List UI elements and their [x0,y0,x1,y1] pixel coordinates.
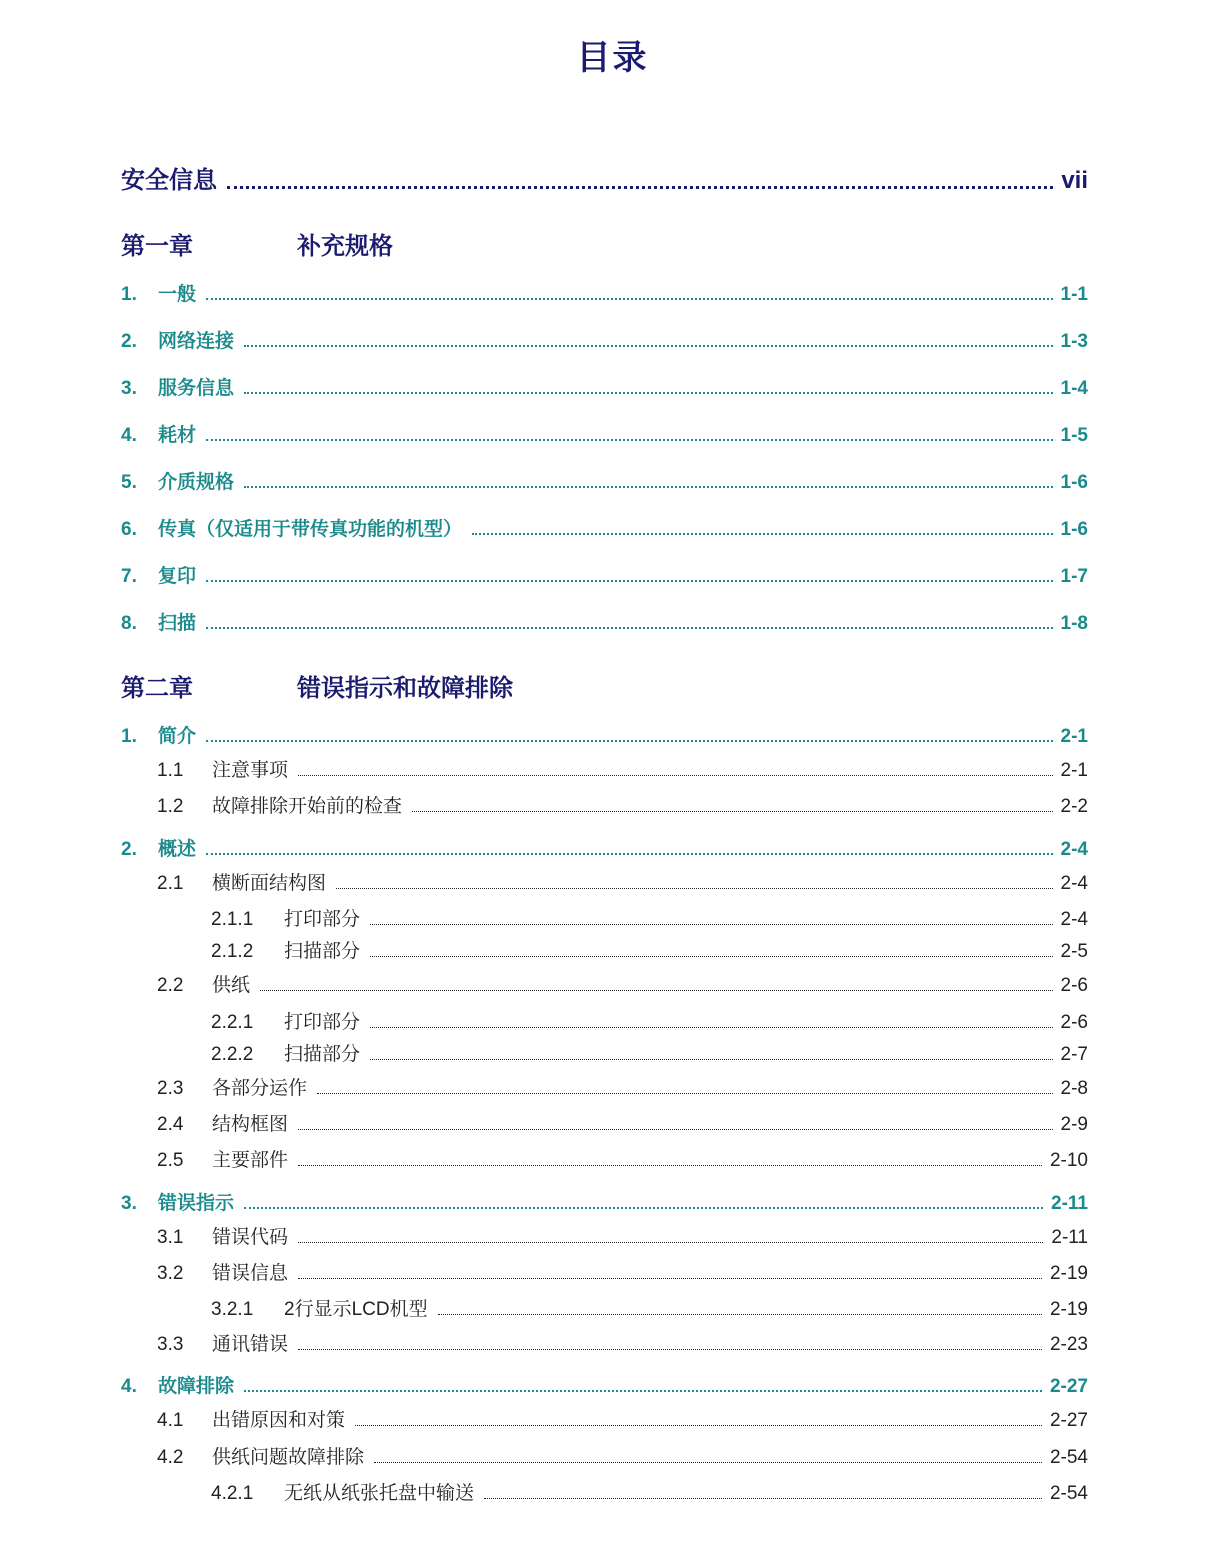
toc-number: 2.2.1 [211,1012,254,1033]
toc-entry[interactable] [121,834,1088,861]
toc-entry[interactable] [121,326,1088,353]
toc-leader [438,1314,1042,1315]
toc-entry-safety[interactable] [121,160,1088,195]
toc-page: 2-4 [1060,839,1088,860]
toc-entry[interactable] [121,514,1088,541]
toc-entry[interactable] [211,936,1088,963]
toc-number: 8. [121,613,137,634]
toc-label: 扫描部分 [284,941,361,962]
toc-page: 2-54 [1049,1447,1088,1468]
toc-entry[interactable] [157,791,1088,818]
toc-leader [298,1129,1053,1130]
toc-page: 2-19 [1049,1299,1088,1320]
toc-number: 3.1 [157,1227,184,1248]
toc-page: 2-27 [1049,1376,1088,1397]
toc-entry[interactable] [121,561,1088,588]
toc-entry[interactable] [157,1442,1088,1469]
toc-page: 1-5 [1060,425,1088,446]
toc-number: 1.1 [157,760,184,781]
toc-number: 2.3 [157,1078,184,1099]
toc-number: 4.2.1 [211,1483,254,1504]
toc-entry[interactable] [211,1478,1088,1505]
toc-leader [206,580,1053,582]
toc-label: 故障排除开始前的检查 [212,796,403,817]
toc-entry[interactable] [121,1371,1088,1398]
toc-label: 2行显示LCD机型 [284,1299,428,1320]
toc-page: 1-1 [1060,284,1088,305]
toc-label: 横断面结构图 [212,873,327,894]
toc-page: 2-9 [1060,1114,1088,1135]
toc-entry[interactable] [121,420,1088,447]
toc-entry[interactable] [157,1222,1088,1249]
toc-page: vii [1061,167,1088,194]
toc-entry[interactable] [157,1109,1088,1136]
toc-number: 2.1 [157,873,184,894]
toc-entry[interactable] [157,755,1088,782]
toc-leader [244,345,1053,347]
toc-page: 2-4 [1060,873,1088,894]
toc-entry[interactable] [121,279,1088,306]
toc-label: 扫描部分 [284,1044,361,1065]
toc-page: 2-5 [1060,941,1088,962]
toc-page: 2-1 [1060,726,1088,747]
toc-number: 1.2 [157,796,184,817]
toc-label: 注意事项 [212,760,289,781]
toc-entry[interactable] [121,467,1088,494]
toc-entry[interactable] [157,1145,1088,1172]
toc-page: 2-6 [1060,975,1088,996]
toc-leader [472,533,1053,535]
toc-leader [374,1462,1042,1463]
toc-leader [355,1425,1042,1426]
toc-leader [298,1349,1042,1350]
toc-number: 2. [121,839,137,860]
toc-entry[interactable] [157,1405,1088,1432]
toc-leader [260,990,1053,991]
toc-leader [412,811,1053,812]
toc-entry[interactable] [121,373,1088,400]
toc-leader [336,888,1053,889]
toc-page: 1-6 [1060,519,1088,540]
toc-label: 错误代码 [212,1227,289,1248]
toc-leader [244,1390,1042,1392]
toc-leader [298,775,1053,776]
toc-label: 一般 [158,284,197,305]
toc-page: 1-4 [1060,378,1088,399]
toc-entry[interactable] [157,1073,1088,1100]
toc-leader [244,1207,1043,1209]
toc-number: 2.4 [157,1114,184,1135]
toc-number: 3. [121,378,137,399]
toc-number: 7. [121,566,137,587]
chapter-name: 补充规格 [297,233,393,260]
chapter-name: 错误指示和故障排除 [297,675,513,702]
toc-label: 出错原因和对策 [212,1410,346,1431]
toc-page: 2-1 [1060,760,1088,781]
toc-entry[interactable] [157,868,1088,895]
toc-page: 2-2 [1060,796,1088,817]
toc-label: 复印 [158,566,197,587]
toc-label: 供纸 [212,975,251,996]
toc-leader [370,1059,1053,1060]
toc-leader [227,186,1053,189]
toc-entry[interactable] [211,1039,1088,1066]
toc-page: 2-27 [1049,1410,1088,1431]
toc-number: 2.2.2 [211,1044,254,1065]
toc-number: 4. [121,425,137,446]
toc-leader [370,924,1053,925]
toc-number: 6. [121,519,137,540]
toc-label: 无纸从纸张托盘中输送 [284,1483,475,1504]
toc-label: 服务信息 [158,378,235,399]
toc-leader [206,853,1053,855]
toc-number: 4. [121,1376,137,1397]
chapter-2-heading[interactable] [121,668,513,703]
toc-entry[interactable] [121,1188,1088,1215]
toc-number: 3.2 [157,1263,184,1284]
toc-leader [298,1165,1042,1166]
toc-leader [370,956,1053,957]
toc-page: 2-6 [1060,1012,1088,1033]
toc-number: 3.2.1 [211,1299,254,1320]
toc-label: 各部分运作 [212,1078,308,1099]
toc-page: 1-6 [1060,472,1088,493]
toc-entry[interactable] [121,721,1088,748]
toc-leader [206,627,1053,629]
toc-label: 打印部分 [284,909,361,930]
toc-leader [317,1093,1053,1094]
toc-entry[interactable] [211,1294,1088,1321]
toc-number: 2.1.2 [211,941,254,962]
toc-page: 1-8 [1060,613,1088,634]
toc-label: 故障排除 [158,1376,235,1397]
toc-page: 2-11 [1051,1227,1088,1248]
toc-number: 5. [121,472,137,493]
toc-label: 传真（仅适用于带传真功能的机型） [158,519,463,540]
toc-leader [244,486,1053,488]
toc-entry[interactable] [211,904,1088,931]
toc-page: 2-54 [1049,1483,1088,1504]
chapter-1-heading[interactable] [121,226,393,261]
toc-page: 2-4 [1060,909,1088,930]
toc-page: 2-8 [1060,1078,1088,1099]
toc-page: 2-19 [1049,1263,1088,1284]
chapter-label: 第一章 [121,233,193,260]
toc-number: 3.3 [157,1334,184,1355]
toc-entry[interactable] [157,1329,1088,1356]
toc-entry[interactable] [211,1007,1088,1034]
toc-label: 耗材 [158,425,197,446]
toc-number: 3. [121,1193,137,1214]
toc-number: 4.1 [157,1410,184,1431]
toc-leader [298,1242,1043,1243]
toc-label: 供纸问题故障排除 [212,1447,365,1468]
toc-number: 1. [121,726,137,747]
toc-page: 1-3 [1060,331,1088,352]
toc-page: 2-11 [1051,1193,1088,1214]
toc-leader [370,1027,1053,1028]
toc-page: 1-7 [1060,566,1088,587]
toc-label: 介质规格 [158,472,235,493]
toc-number: 1. [121,284,137,305]
toc-label: 主要部件 [212,1150,289,1171]
toc-label: 安全信息 [121,167,217,194]
toc-leader [244,392,1053,394]
toc-number: 2.2 [157,975,184,996]
toc-label: 通讯错误 [212,1334,289,1355]
toc-label: 结构框图 [212,1114,289,1135]
toc-leader [206,439,1053,441]
toc-leader [298,1278,1042,1279]
toc-page: 2-10 [1049,1150,1088,1171]
toc-entry[interactable] [157,1258,1088,1285]
toc-number: 2. [121,331,137,352]
toc-entry[interactable] [157,970,1088,997]
toc-label: 打印部分 [284,1012,361,1033]
toc-label: 扫描 [158,613,197,634]
toc-label: 网络连接 [158,331,235,352]
toc-number: 4.2 [157,1447,184,1468]
toc-label: 简介 [158,726,197,747]
toc-leader [206,298,1053,300]
toc-number: 2.5 [157,1150,184,1171]
toc-entry[interactable] [121,608,1088,635]
chapter-label: 第二章 [121,675,193,702]
toc-leader [206,740,1053,742]
toc-page: 2-7 [1060,1044,1088,1065]
toc-leader [484,1498,1042,1499]
toc-label: 概述 [158,839,197,860]
page-title: 目录 [576,39,649,77]
toc-page: 2-23 [1049,1334,1088,1355]
toc-label: 错误指示 [158,1193,235,1214]
toc-number: 2.1.1 [211,909,254,930]
toc-label: 错误信息 [212,1263,289,1284]
